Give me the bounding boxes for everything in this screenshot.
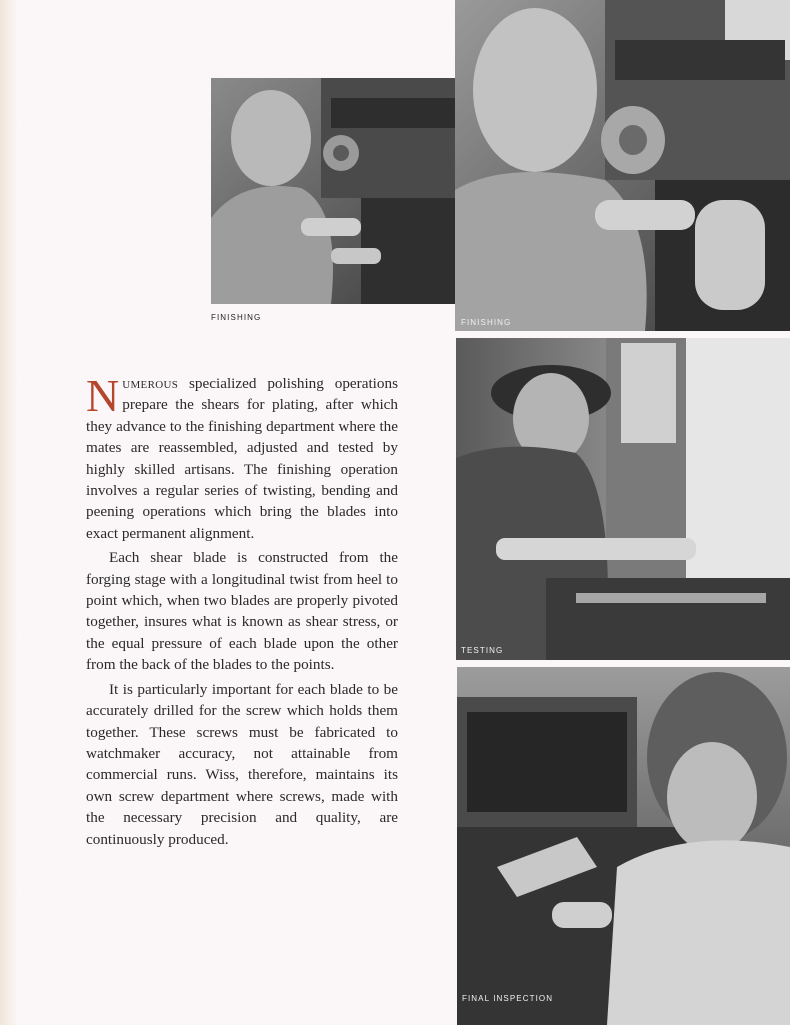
finishing-large-image — [455, 0, 790, 331]
caption-finishing-small: FINISHING — [211, 313, 262, 322]
article-body — [86, 370, 398, 853]
caption-testing: TESTING — [461, 646, 504, 655]
final-inspection-image — [457, 667, 790, 1025]
photo-final-inspection — [457, 667, 790, 1025]
drop-cap: N — [86, 370, 120, 421]
paragraph-1-text: specialized polishing operations prepare the shears for plating, after which they advance to the finishing department where the mates are reassembled, adjusted and tested by highly skilled artisans. The finishing operation involves a regular series of twisting, bending and peening operations which bring the blades into exact permanent alignment. — [86, 375, 398, 542]
photo-testing — [456, 338, 790, 660]
lead-word: umerous — [122, 375, 179, 392]
caption-final-inspection: FINAL INSPECTION — [462, 994, 554, 1003]
testing-image — [456, 338, 790, 660]
paragraph-3: It is particularly important for each blade to be accurately drilled for the screw which holds them together. These screws must be fabricated to watchmaker accuracy, not attainable from commercial runs. Wiss, therefore, maintains its own screw department where screws, made with the necessary precision and quality, are continuously produced. — [86, 680, 398, 848]
paragraph-1 — [86, 370, 398, 544]
paragraph-2: Each shear blade is constructed from the forging stage with a longitudinal twist from heel to point which, when two blades are properly pivoted together, insures what is known as shear stress, or the equal pressure of each blade upon the other from the back of the blades to the points. — [86, 549, 398, 674]
photo-finishing-small — [211, 78, 474, 304]
page-edge-shadow — [0, 0, 18, 1025]
finishing-small-image — [211, 78, 474, 304]
photo-finishing-large — [455, 0, 790, 331]
caption-finishing-large: FINISHING — [461, 318, 512, 327]
